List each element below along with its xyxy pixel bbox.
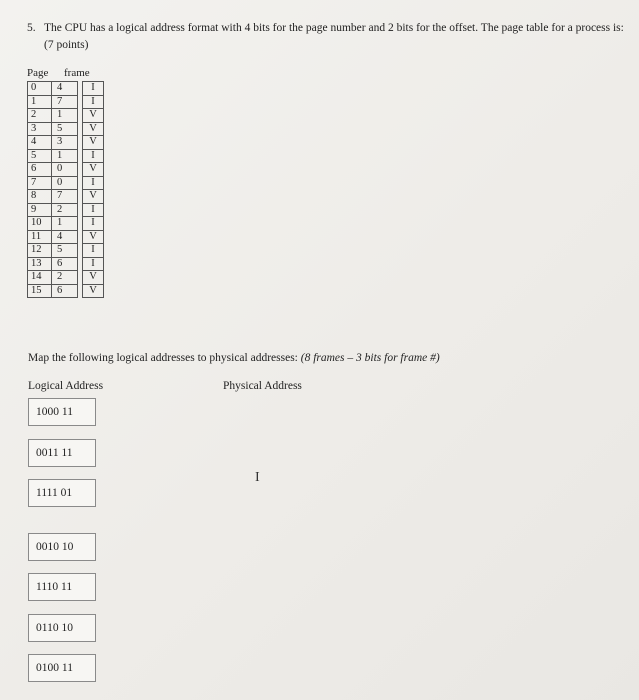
question-number: 5. [27,22,36,34]
page-cell: 10 [28,217,52,231]
text-cursor-icon: I [255,470,260,485]
valid-bit-cell: V [83,271,104,285]
page-column-header: Page [27,67,49,79]
page-cell: 7 [28,176,52,190]
page-table-row [28,163,104,177]
frame-cell: 7 [52,95,78,109]
page-table-row [28,136,104,150]
valid-bit-cell: V [83,190,104,204]
page-cell: 15 [28,284,52,298]
valid-bit-cell: I [83,149,104,163]
page-cell: 14 [28,271,52,285]
frame-cell: 1 [52,149,78,163]
frame-column-header: frame [64,67,90,79]
page-cell: 4 [28,136,52,150]
page-cell: 12 [28,244,52,258]
page-table-row [28,109,104,123]
frame-cell: 2 [52,271,78,285]
valid-bit-cell: V [83,109,104,123]
frame-cell: 7 [52,190,78,204]
logical-address-box: 1111 01 [28,479,96,507]
page-cell: 0 [28,82,52,96]
frame-cell: 0 [52,176,78,190]
logical-address-box: 1110 11 [28,573,96,601]
frame-cell: 6 [52,284,78,298]
valid-bit-cell: I [83,244,104,258]
page-cell: 3 [28,122,52,136]
page-table-row [28,203,104,217]
frame-cell: 5 [52,122,78,136]
logical-address-box: 0010 10 [28,533,96,561]
page-table-row [28,95,104,109]
logical-address-heading: Logical Address [28,380,104,392]
page-table [27,81,104,298]
question-text: The CPU has a logical address format with 4 bits for the page number and 2 bits for the offset. The page table for a process is: (7 points) [44,22,624,51]
valid-bit-cell: V [83,136,104,150]
frame-cell: 3 [52,136,78,150]
instruction [28,352,440,364]
frame-cell: 4 [52,230,78,244]
valid-bit-cell: I [83,217,104,231]
valid-bit-cell: V [83,163,104,177]
valid-bit-cell: V [83,230,104,244]
frame-cell: 6 [52,257,78,271]
page-cell: 8 [28,190,52,204]
page-cell: 1 [28,95,52,109]
page-table-row [28,122,104,136]
page-table-row [28,190,104,204]
page-cell: 6 [28,163,52,177]
page-table-row [28,217,104,231]
valid-bit-cell: I [83,82,104,96]
valid-bit-cell: I [83,176,104,190]
frame-cell: 0 [52,163,78,177]
instruction-note: (8 frames – 3 bits for frame #) [300,352,440,364]
page-cell: 2 [28,109,52,123]
page-table-row [28,284,104,298]
frame-cell: 2 [52,203,78,217]
valid-bit-cell: I [83,257,104,271]
question [27,20,627,54]
frame-cell: 1 [52,109,78,123]
page-table-row [28,244,104,258]
page-table-row [28,230,104,244]
page-cell: 9 [28,203,52,217]
logical-address-box: 0100 11 [28,654,96,682]
valid-bit-cell: V [83,122,104,136]
logical-address-box: 0011 11 [28,439,96,467]
page-table-row [28,271,104,285]
page-table-row [28,257,104,271]
valid-bit-cell: V [83,284,104,298]
frame-cell: 5 [52,244,78,258]
page-table-row [28,82,104,96]
valid-bit-cell: I [83,95,104,109]
page-cell: 11 [28,230,52,244]
page-cell: 13 [28,257,52,271]
frame-cell: 4 [52,82,78,96]
logical-address-box: 0110 10 [28,614,96,642]
page-table-row [28,149,104,163]
instruction-text: Map the following logical addresses to physical addresses: [28,352,301,364]
page-table-row [28,176,104,190]
page-cell: 5 [28,149,52,163]
physical-address-heading: Physical Address [223,380,302,392]
logical-address-box: 1000 11 [28,398,96,426]
valid-bit-cell: I [83,203,104,217]
frame-cell: 1 [52,217,78,231]
